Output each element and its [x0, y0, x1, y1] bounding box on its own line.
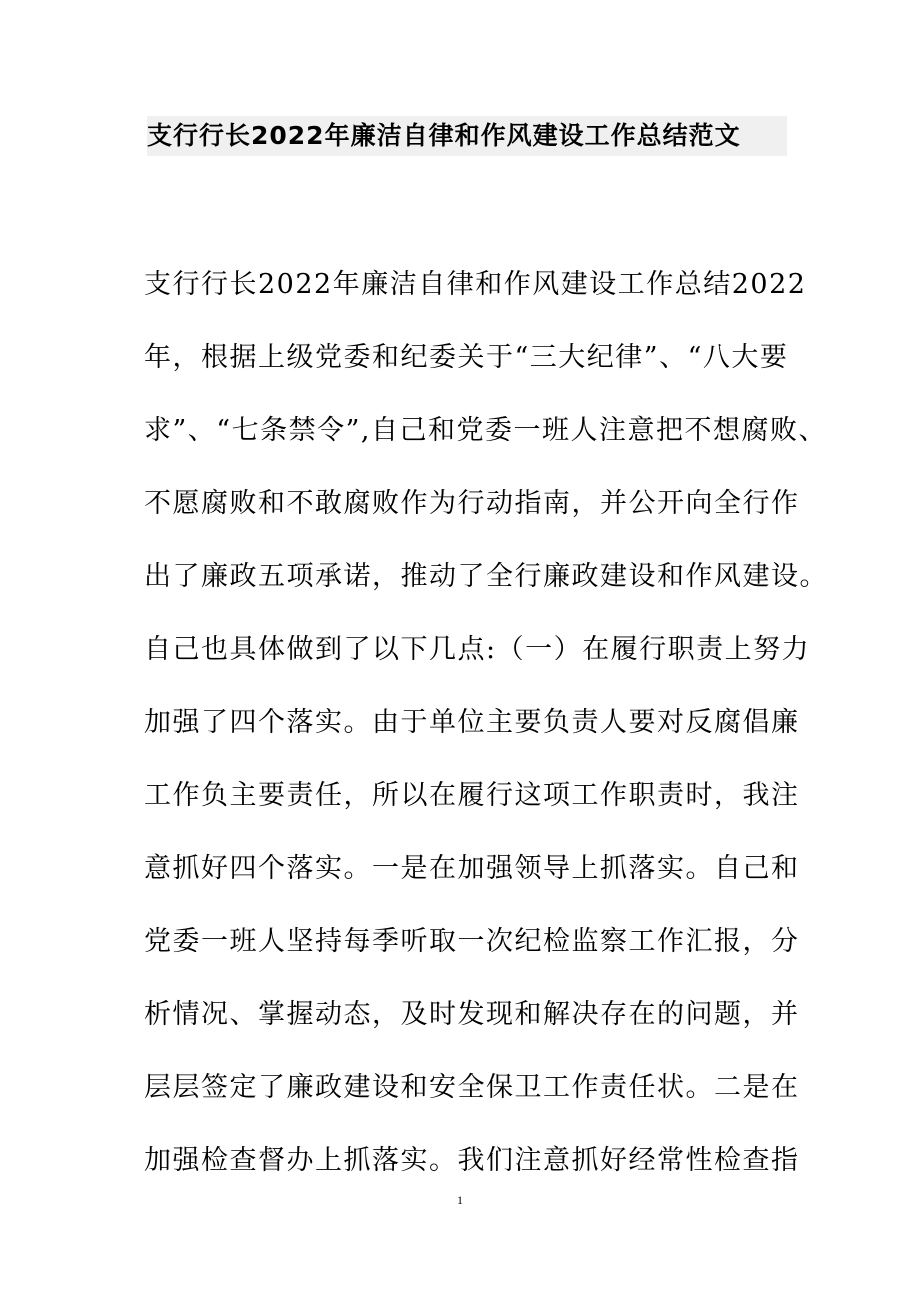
- text-line: 出了廉政五项承诺，推动了全行廉政建设和作风建设。: [144, 561, 828, 592]
- text-line: 层层签定了廉政建设和安全保卫工作责任状。二是在: [144, 1072, 800, 1103]
- text-line: 支行行长2022年廉洁自律和作风建设工作总结2022: [144, 269, 807, 300]
- text-line: 自己也具体做到了以下几点:（一）在履行职责上努力: [144, 634, 811, 665]
- text-line: 求”、“七条禁令”,自己和党委一班人注意把不想腐败、: [144, 415, 827, 446]
- page-number: 1: [457, 1193, 463, 1207]
- text-line: 工作负主要责任，所以在履行这项工作职责时，我注: [144, 780, 800, 811]
- text-line: 意抓好四个落实。一是在加强领导上抓落实。自己和: [144, 853, 800, 884]
- text-line: 加强检查督办上抓落实。我们注意抓好经常性检查指: [144, 1145, 800, 1176]
- document-title: 支行行长2022年廉洁自律和作风建设工作总结范文: [147, 116, 787, 156]
- text-line: 析情况、掌握动态，及时发现和解决存在的问题，并: [144, 999, 800, 1030]
- text-line: 年，根据上级党委和纪委关于“三大纪律”、“八大要: [144, 342, 789, 373]
- body-text: [144, 248, 828, 1197]
- text-line: 不愿腐败和不敢腐败作为行动指南，并公开向全行作: [144, 488, 800, 519]
- text-line: 加强了四个落实。由于单位主要负责人要对反腐倡廉: [144, 707, 800, 738]
- text-line: 党委一班人坚持每季听取一次纪检监察工作汇报，分: [144, 926, 800, 957]
